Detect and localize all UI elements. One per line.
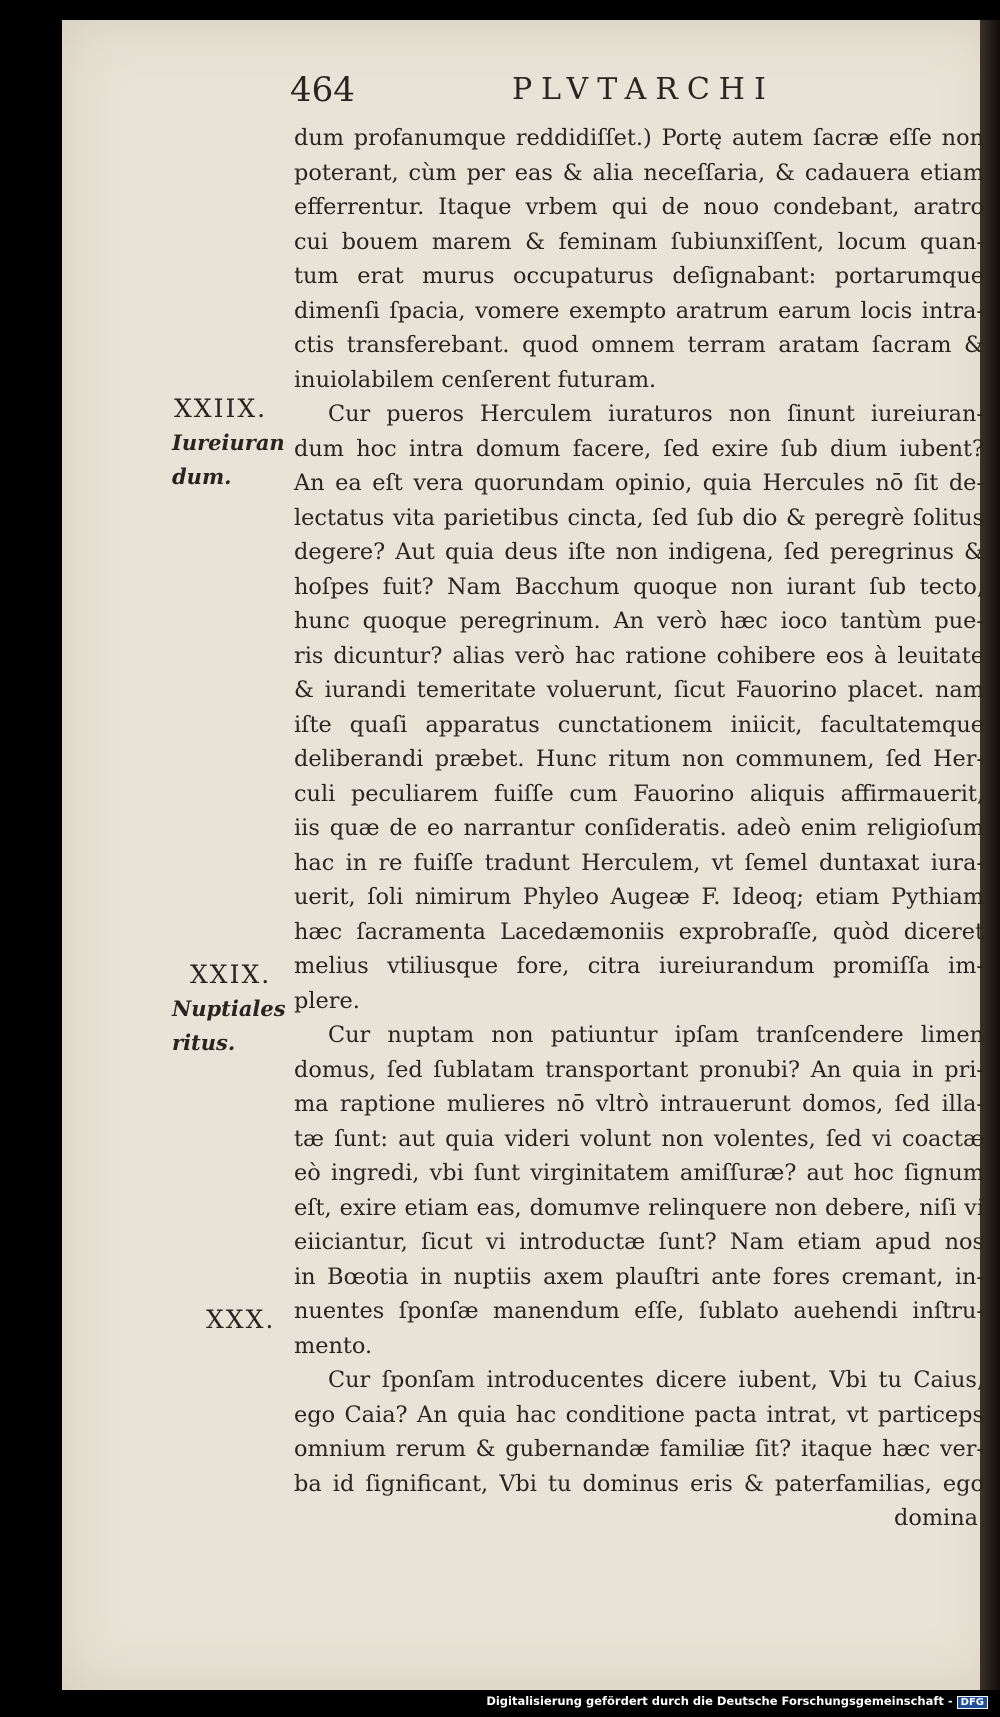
text-line: ctis transferebant. quod omnem terram aratam ſacram &: [294, 332, 984, 358]
text-line: Cur pueros Herculem iuraturos non ſinunt iureiuran-: [328, 401, 984, 427]
text-line: eiiciantur, ſicut vi introductæ ſunt? Nam etiam apud nos: [294, 1229, 984, 1255]
section-number-29: XXIX.: [190, 960, 272, 989]
text-line: dimenſi ſpacia, vomere exempto aratrum earum locis intra-: [294, 297, 984, 324]
margin-note-28-line2: dum.: [172, 464, 232, 489]
page-number: 464: [290, 70, 355, 110]
text-line: hoſpes fuit? Nam Bacchum quoque non iurant ſub tecto,: [294, 573, 984, 600]
margin-note-28-line1: Iureiuran: [172, 430, 285, 455]
page-header: [290, 70, 950, 120]
margin-note-29-line1: Nuptiales: [172, 996, 286, 1021]
text-line: inuiolabilem cenſerent futuram.: [294, 366, 657, 393]
section-number-30: XXX.: [206, 1305, 276, 1334]
text-line: hunc quoque peregrinum. An verò hæc ioco tantùm pue-: [294, 608, 984, 634]
text-line: ego Caia? An quia hac conditione pacta intrat, vt particeps: [294, 1401, 984, 1428]
text-line: tum erat murus occupaturus deſignabant: portarumque: [294, 263, 984, 289]
text-line: plere.: [294, 987, 360, 1014]
text-line: eò ingredi, vbi ſunt virginitatem amiſſuræ? aut hoc ſignum: [294, 1160, 984, 1186]
text-line: ma raptione mulieres nō vltrò intrauerunt domos, ſed illa-: [294, 1091, 984, 1117]
footer-text: Digitalisierung gefördert durch die Deutsche Forschungsgemeinschaft -: [486, 1694, 953, 1708]
text-line: hac in re fuiſſe tradunt Herculem, vt ſemel duntaxat iura-: [294, 849, 984, 876]
text-line: deliberandi præbet. Hunc ritum non communem, ſed Her-: [294, 746, 984, 772]
text-line: cui bouem marem & feminam ſubiunxiſſent, locum quan-: [294, 228, 984, 255]
text-line: uerit, ſoli nimirum Phyleo Augeæ F. Ideoq; etiam Pythiam: [294, 884, 984, 910]
dfg-logo: DFG: [957, 1696, 988, 1709]
text-line: ba id ſignificant, Vbi tu dominus eris & paterfamilias, ego: [294, 1470, 984, 1497]
text-line: & iurandi temeritate voluerunt, ſicut Fauorino placet. nam: [294, 677, 984, 703]
digitization-footer: [486, 1694, 988, 1709]
text-line: ris dicuntur? alias verò hac ratione cohibere eos à leuitate: [294, 642, 984, 669]
text-line: omnium rerum & gubernandæ familiæ ſit? itaque hæc ver-: [294, 1436, 984, 1462]
text-line: culi peculiarem fuiſſe cum Fauorino aliquis affirmauerit,: [294, 780, 984, 807]
text-line: melius vtiliusque fore, citra iureiurandum promiſſa im-: [294, 953, 984, 979]
text-line: iſte quaſi apparatus cunctationem iniicit, facultatemque: [294, 711, 984, 738]
text-line: nuentes ſponſæ manendum eſſe, ſublato auehendi inſtru-: [294, 1298, 984, 1324]
text-line: Cur ſponſam introducentes dicere iubent, Vbi tu Caius,: [328, 1367, 984, 1393]
running-title: PLVTARCHI: [512, 72, 775, 107]
text-line: dum hoc intra domum facere, ſed exire ſub dium iubent?: [294, 435, 984, 462]
text-line: efferrentur. Itaque vrbem qui de nouo condebant, aratro: [294, 194, 984, 220]
text-line: in Bœotia in nuptiis axem plauſtri ante fores cremant, in-: [294, 1263, 984, 1290]
text-line: iis quæ de eo narrantur conſideratis. adeò enim religioſum: [294, 815, 984, 841]
text-line: Cur nuptam non patiuntur ipſam tranſcendere limen: [328, 1022, 984, 1048]
text-line: dum profanumque reddidiſſet.) Portę autem ſacræ eſſe non: [294, 125, 984, 151]
section-number-28: XXIIX.: [174, 394, 268, 423]
text-line: degere? Aut quia deus iſte non indigena, ſed peregrinus &: [294, 539, 984, 565]
margin-note-29-line2: ritus.: [172, 1030, 236, 1055]
text-line: tæ ſunt: aut quia videri volunt non volentes, ſed vi coactæ: [294, 1125, 984, 1152]
body-text: [294, 121, 994, 1536]
text-line: eſt, exire etiam eas, domumve relinquere non debere, niſi vi: [294, 1194, 984, 1221]
text-line: poterant, cùm per eas & alia neceſſaria, & cadauera etiam: [294, 159, 984, 186]
text-line: An ea eſt vera quorundam opinio, quia Hercules nō ſit de-: [294, 470, 984, 496]
text-line: hæc ſacramenta Lacedæmoniis exprobraſſe, quòd diceret: [294, 918, 984, 945]
text-line: domina: [894, 1505, 978, 1531]
text-line: domus, ſed ſublatam transportant pronubi? An quia in pri-: [294, 1056, 984, 1083]
text-line: mento.: [294, 1332, 373, 1359]
text-line: lectatus vita parietibus cincta, ſed ſub dio & peregrè ſolitus: [294, 504, 984, 531]
